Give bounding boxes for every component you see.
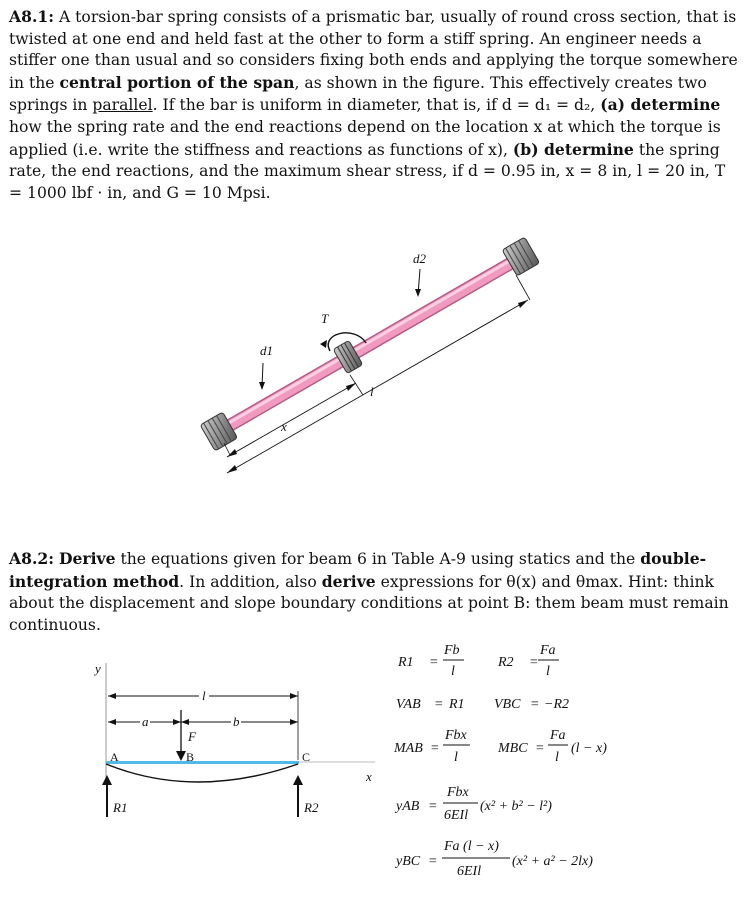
problem-a8-1-text-2: , as shown in the figure. This effectively creates two springs in <box>9 73 707 115</box>
eq-r1-num: Fb <box>444 643 460 658</box>
eq-mbc-den: l <box>555 750 559 765</box>
dimension-label-l: l <box>370 384 374 399</box>
eq-vbc-lhs: VBC <box>494 697 521 712</box>
problem-a8-1-text-3: . If the bar is uniform in diameter, that is, if d = d₁ = d₂, <box>152 96 601 115</box>
problem-a8-1-text-4: how the spring rate and the end reactions depend on the location x at which the torque is applied (i.e. write the stiffness and reactions as functions of x), <box>9 117 721 159</box>
eq-mbc-tail: (l − x) <box>571 741 607 756</box>
dimension-label-l: l <box>202 688 206 703</box>
problem-a8-2-bold-1: Derive <box>58 549 116 568</box>
svg-text:=: = <box>430 741 440 756</box>
eq-yab-num: Fbx <box>447 785 469 800</box>
beam-figure <box>85 655 385 825</box>
eq-mab-num: Fbx <box>445 728 467 743</box>
diameter-label-d2: d2 <box>413 251 426 266</box>
eq-r1-lhs: R1 <box>398 655 414 670</box>
problem-a8-1-text-1: A torsion-bar spring consists of a prismatic bar, usually of round cross section, that is twisted at one end and held fast at the other to form a stiff spring. An engineer needs a stiffer one than usual and so considers fixing both ends and applying the torque somewhere in the <box>9 8 738 92</box>
svg-text:=: = <box>530 697 540 712</box>
eq-vab-rhs: R1 <box>449 697 465 712</box>
dimension-label-a: a <box>142 714 149 729</box>
reaction-label-R2: R2 <box>304 800 319 815</box>
svg-text:=: = <box>429 655 439 670</box>
eq-vab-lhs: VAB <box>396 697 421 712</box>
svg-text:=: = <box>428 799 438 814</box>
problem-a8-2-text-3: expressions for θ(x) and θmax. Hint: think about the displacement and slope boundary conditions at point B: them beam must remain continuous. <box>9 572 729 634</box>
problem-a8-1-bold-1: central portion of the span <box>59 72 295 92</box>
eq-yab-den: 6EIl <box>444 808 469 823</box>
eq-vbc-rhs: −R2 <box>544 697 569 712</box>
eq-ybc-tail: (x² + a² − 2lx) <box>512 854 593 869</box>
svg-text:=: = <box>434 697 444 712</box>
axis-label-x: x <box>366 769 372 784</box>
point-label-C: C <box>302 750 311 764</box>
eq-r2-den: l <box>546 664 550 679</box>
deflection-curve <box>106 764 298 782</box>
problem-a8-1-bold-2: (a) determine <box>600 95 721 115</box>
eq-mab-lhs: MAB <box>394 741 423 756</box>
point-label-B: B <box>186 750 195 764</box>
problem-a8-2-text <box>9 548 743 636</box>
problem-a8-2-bold-2: double-integration method <box>9 549 707 591</box>
svg-text:=: = <box>428 854 438 869</box>
point-label-A: A <box>110 750 119 764</box>
eq-ybc-num: Fa (l − x) <box>444 839 499 854</box>
eq-ybc-den: 6EIl <box>457 864 482 879</box>
beam <box>106 761 299 764</box>
eq-r2-lhs: R2 <box>498 655 514 670</box>
axis-label-y: y <box>95 661 101 676</box>
problem-a8-2-bold-3: derive <box>321 571 376 591</box>
eq-mab-den: l <box>454 750 458 765</box>
eq-ybc-lhs: yBC <box>396 854 421 869</box>
diameter-label-d1: d1 <box>260 343 273 358</box>
eq-r2-num: Fa <box>540 643 556 658</box>
eq-yab-lhs: yAB <box>396 799 420 814</box>
problem-a8-2-text-1: the equations given for beam 6 in Table A-9 using statics and the <box>115 550 641 568</box>
dimension-label-x: x <box>281 419 287 434</box>
problem-a8-1-bold-3: (b) determine <box>512 139 634 159</box>
eq-mbc-lhs: MBC <box>498 741 528 756</box>
problem-a8-1-text-5: the spring rate, the end reactions, and the maximum shear stress, if d = 0.95 in, x = 8 in, l = 20 in, T = 1000 lbf · in, and G = 10 Mpsi. <box>9 140 726 202</box>
problem-a8-2-text-2: . In addition, also <box>179 572 322 591</box>
svg-text:=: = <box>529 655 539 670</box>
problem-a8-1-text <box>9 6 743 204</box>
dimension-l <box>227 300 528 473</box>
problem-a8-1-label: A8.1: <box>9 7 54 26</box>
load-label-F: F <box>188 729 196 744</box>
beam-equations <box>390 635 690 895</box>
torsion-bar-figure <box>180 225 540 485</box>
svg-text:=: = <box>535 741 545 756</box>
problem-a8-1-underlined: parallel <box>92 96 153 115</box>
eq-mbc-num: Fa <box>550 728 566 743</box>
problem-a8-2-label: A8.2: <box>9 549 54 568</box>
eq-r1-den: l <box>451 664 455 679</box>
dimension-label-b: b <box>233 714 240 729</box>
torque-label-T: T <box>321 311 329 326</box>
reaction-label-R1: R1 <box>113 800 128 815</box>
eq-yab-tail: (x² + b² − l²) <box>480 799 552 814</box>
